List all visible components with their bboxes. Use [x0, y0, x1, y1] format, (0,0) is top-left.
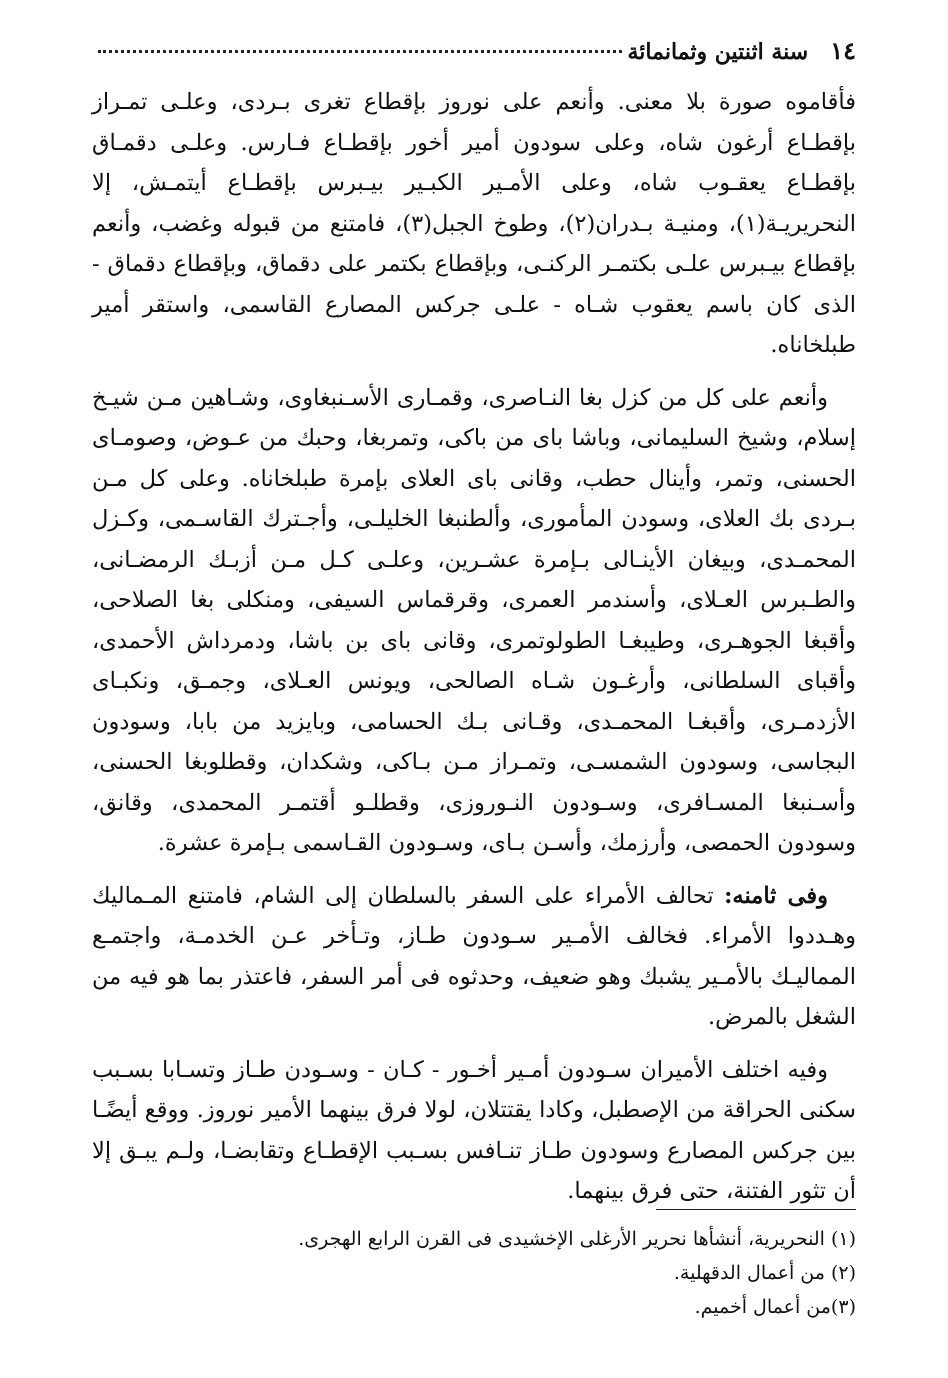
- main-text: [92, 82, 856, 1212]
- running-title: سنة اثنتين وثمانمائة: [627, 39, 809, 65]
- paragraph: [92, 1050, 856, 1212]
- page-header: [92, 36, 856, 82]
- footnote: (٢) من أعمال الدقهلية.: [673, 1262, 856, 1284]
- paragraph-text: وأنعم على كل من كزل بغا النـاصرى، وقمـارى الأسـنبغاوى، وشـاهين مـن شيـخ إسلام، وشيخ السليمانى، وباشا باى من باكى، وتمربغا، وحبك من عـوض، وصومـاى الحسنى، وتمر، وأينال حطب، وقانى باى العلاى بإمرة طبلخاناه. وعلى كل مـن بـردى بك العلاى، وسودن المأمورى، وألطنبغا الخليلـى، وأجـترك القاسـمى، وكـزل المحمـدى، وبيغان الأينـالى بـإمرة عشـرين، وعلـى كـل مـن أزبـك الرمضـانى، والطـبرس العـلاى، وأسندمر العمرى، وقرقماس السيفى، ومنكلى بغا الصلاحى، وأقبغا الجوهـرى، وطيبغـا الطولوتمرى، وقانى باى بن باشا، ودمرداش الأحمدى، وأقباى السلطانى، وأرغـون شـاه الصالحى، ويونس العـلاى، وجمـق، ونكبـاى الأزدمـرى، وأقبغـا المحمـدى، وقـانى بـك الحسامى، وبايزيد من بابا، وسودون البجاسى، وسودون الشمسـى، وتمـراز مـن بـاكى، وشكدان، وقطلوبغا الحسنى، وأسـنبغا المسـافرى، وسـودون النـوروزى، وقطلـو أقتمـر المحمدى، وقانق، وسودون الحمصى، وأرزمك، وأسـن بـاى، وسـودون القـاسمى بـإمرة عشرة.: [92, 384, 856, 856]
- footnote: (٣)من أعمال أخميم.: [694, 1296, 856, 1318]
- footnotes: [92, 1222, 856, 1324]
- footnote-separator: [656, 1209, 856, 1210]
- paragraph-text: تحالف الأمراء على السفر بالسلطان إلى الشام، فامتنع المـماليك وهـددوا الأمراء. فخالف الأمـير سـودون طـاز، وتـأخر عـن الخدمـة، واجتمـع المماليـك بالأمـير يشبك وهو ضعيف، وحدثوه فى أمر السفر، فاعتذر بما هو فيه من الشغل بالمرض.: [92, 882, 856, 1030]
- page-number: ١٤: [830, 36, 856, 65]
- footnote: (١) النحريرية، أنشأها نحرير الأرغلى الإخشيدى فى القرن الرابع الهجرى.: [298, 1228, 856, 1250]
- header-dotted-rule: [98, 49, 622, 53]
- paragraph: [92, 876, 856, 1038]
- paragraph: [92, 82, 856, 366]
- paragraph-text: فأقاموه صورة بلا معنى. وأنعم على نوروز بإقطاع تغرى بـردى، وعلـى تمـراز بإقطـاع أرغون شاه، وعلى سودون أمير أخور بإقطـاع فـارس. وعلـى دقمـاق بإقطـاع يعقـوب شاه، وعلى الأمـير الكبـير بيـبرس بإقطـاع أيتمـش، إلا النحريريـة(١)، ومنيـة بـدران(٢)، وطوخ الجبل(٣)، فامتنع من قبوله وغضب، وأنعم بإقطاع بيـبرس علـى بكتمـر الركنـى، وبإقطاع بكتمر على دقماق، وبإقطاع دقماق - الذى كان باسم يعقوب شـاه - علـى جركس المصارع القاسمى، واستقر أمير طبلخاناه.: [92, 89, 856, 358]
- paragraph-lead: وفى ثامنه:: [724, 882, 828, 909]
- paragraph-text: وفيه اختلف الأميران سـودون أمـير أخـور - كـان - وسـودن طـاز وتسـابا بسـبب سكنى الحراقة من الإصطبل، وكادا يقتتلان، لولا فرق بينهما الأمير نوروز. ووقع أيضًـا بين جركس المصارع وسودون طـاز تنـافس بسـبب الإقطـاع وتقابضـا، ولـم يبـق إلا أن تثور الفتنة، حتى فرق بينهما.: [92, 1056, 856, 1204]
- paragraph: [92, 378, 856, 864]
